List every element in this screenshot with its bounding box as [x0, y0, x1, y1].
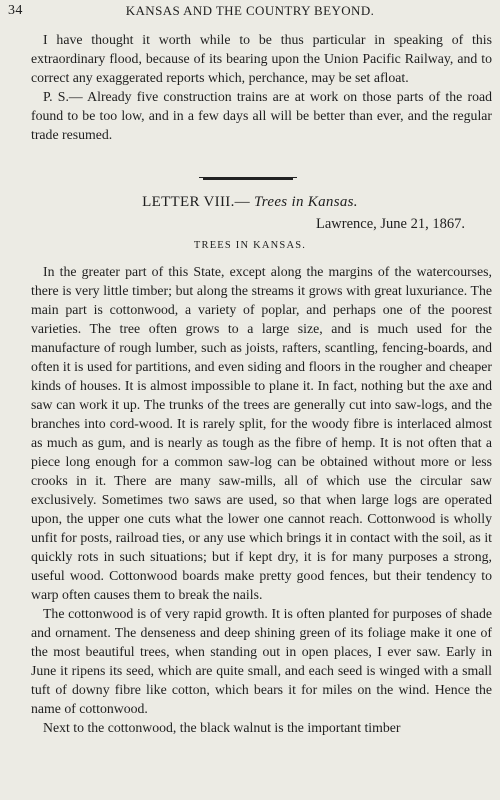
paragraph-cottonwood-uses: In the greater part of this State, except along the margins of the watercourses, there is very little timber; but along the streams it grows with great luxuriance. The main part is cottonwood, a variety of poplar, and perhaps one of the poorest varieties. The tree often grows to a large size, and is much used for the manufacture of rough lumber, such as joists, rafters, scantling, fencing-boards, and often it is used for partitions, and even siding and floors in the rougher and cheaper kinds of houses. It is almost impossible to plane it. In fact, nothing but the axe and saw can work it up. The trunks of the trees are generally cut into saw-logs, and the branches into cord-wood. It is rarely split, for the woody fibre is interlaced almost as much as gum, and is nearly as tough as the fibre of hemp. It is not often that a piece long enough for a common saw-log can be obtained without more or less crooks in it. There are many saw-mills, all of which use the circular saw exclusively. Sometimes two saws are used, so that when large logs are operated upon, the upper one cuts what the lower one cannot reach. Cottonwood is wholly unfit for posts, railroad ties, or any use which brings it in contact with the soil, as it quickly rots in such situations; but if kept dry, it is for many purposes a strong, useful wood. Cottonwood boards make pretty good fences, but their tendency to warp often causes them to break the nails. [31, 264, 492, 602]
paragraph-black-walnut: Next to the cottonwood, the black walnut is the important timber [43, 720, 401, 735]
page-number: 34 [8, 3, 23, 18]
letter-label: LETTER VIII.— [142, 194, 250, 210]
dateline: Lawrence, June 21, 1867. [316, 216, 465, 232]
letter-title: Trees in Kansas. [253, 194, 358, 210]
letter-heading [0, 194, 500, 211]
section-divider [203, 178, 293, 180]
running-head [8, 3, 492, 21]
running-title: KANSAS AND THE COUNTRY BEYOND. [125, 3, 375, 18]
paragraph-cottonwood-growth: The cottonwood is of very rapid growth. It is often planted for purposes of shade and ornament. The denseness and deep shining green of its foliage make it one of the most beautiful trees, when standing out in open places, I ever saw. Early in June it ripens its seed, which are quite small, and each seed is winged with a small tuft of downy fibre like cotton, which bears it for miles on the wind. Hence the name of cottonwood. [31, 606, 492, 716]
letter-body [31, 262, 492, 737]
section-heading: TREES IN KANSAS. [193, 240, 307, 251]
paragraph-postscript: P. S.— Already five construction trains are at work on those parts of the road found to be too low, and in a few days all will be better than ever, and the regular trade resumed. [31, 89, 492, 142]
intro-text [31, 30, 492, 144]
paragraph-flood: I have thought it worth while to be thus particular in speaking of this extraordinary flood, because of its bearing upon the Union Pacific Railway, and to correct any exaggerated reports which, perchance, may be set afloat. [31, 32, 492, 85]
